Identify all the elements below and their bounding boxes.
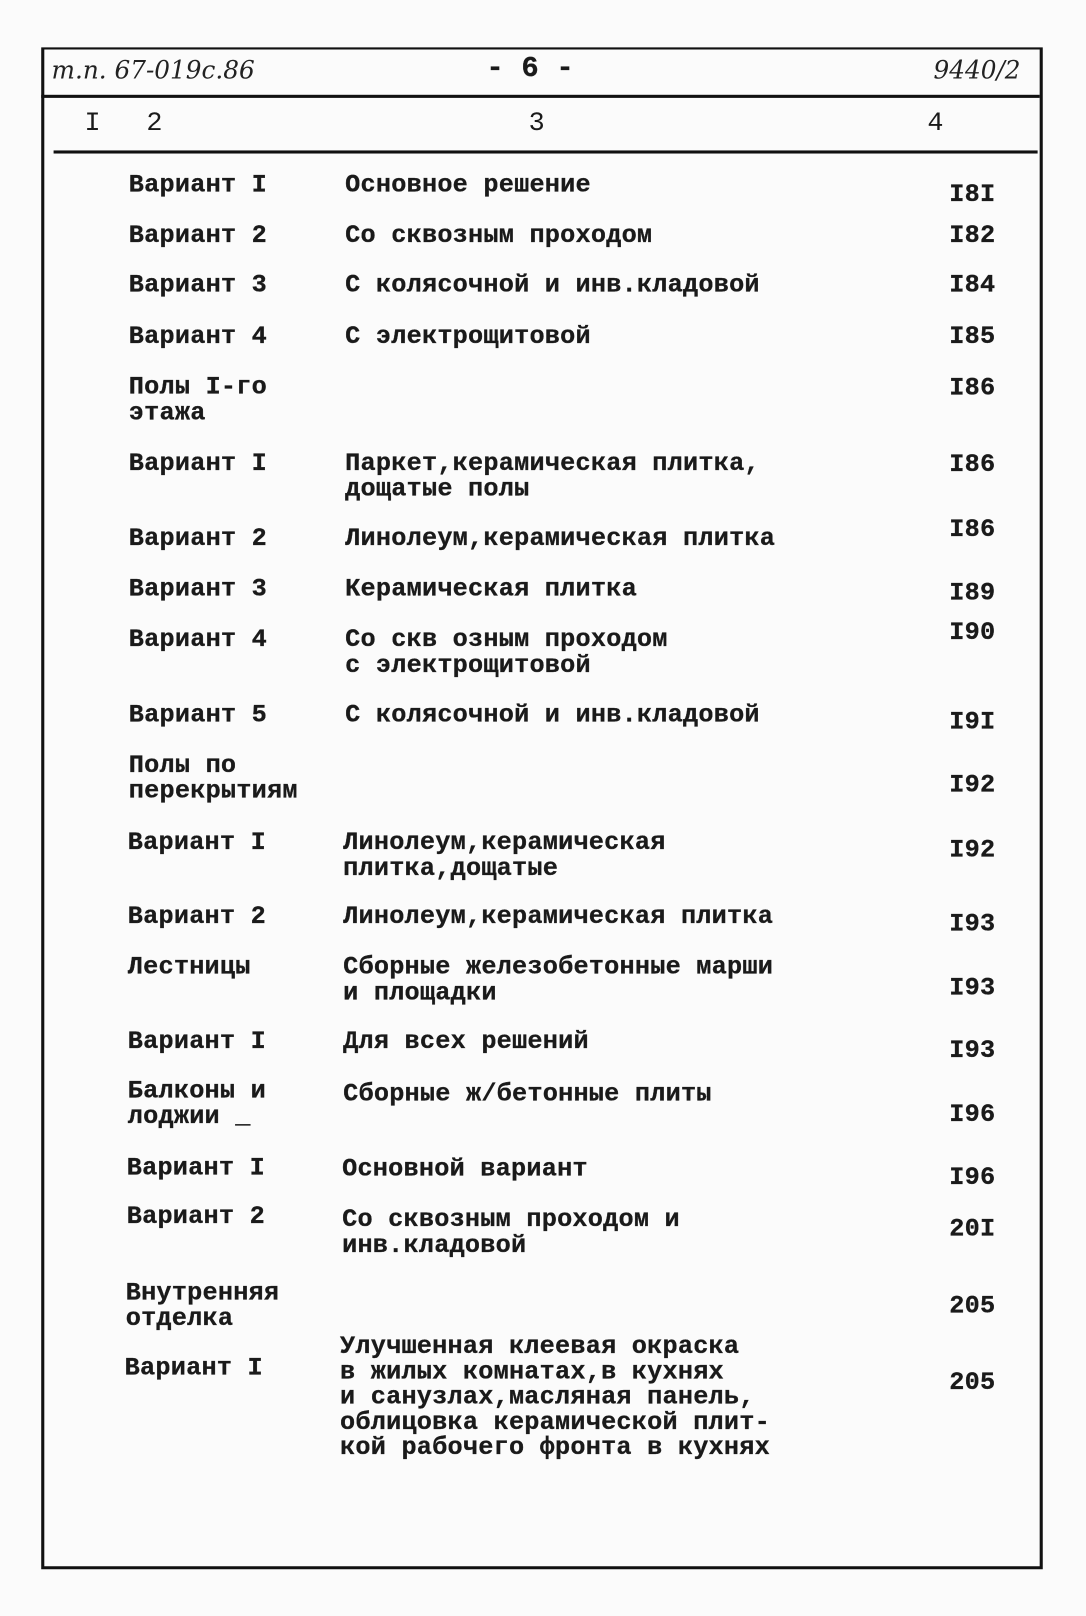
page-reference: I93 [949,910,996,939]
item-name: Лестницы [127,954,251,982]
item-name: Вариант 2 [127,903,266,932]
item-description: Сборные ж/бетонные плиты [343,1080,712,1109]
item-name: Вариант 3 [128,272,268,300]
page-reference: I92 [949,771,996,800]
item-name: Вариант 2 [128,222,268,251]
item-name: Вариант 4 [128,323,268,352]
item-name: Вариант I [126,1155,265,1183]
page-reference: I9I [949,708,996,737]
item-name: Полы I-го [128,374,268,402]
item-name: Вариант I [124,1354,263,1383]
item-name: Вариант 2 [126,1203,265,1232]
item-description: плитка,дощатые [343,854,559,883]
item-description: и санузлах,масляная панель, [340,1383,755,1412]
item-description: С колясочной и инв.кладовой [345,272,760,300]
item-description: С электрощитовой [345,323,591,352]
page-reference: I90 [949,619,996,648]
item-name: Балконы и [127,1077,266,1106]
item-description: и площадки [343,979,497,1008]
item-description: облицовка керамической плит- [340,1409,770,1437]
item-name: отделка [125,1305,234,1333]
item-description: Линолеум,керамическая плитка [345,525,776,554]
item-description: Линолеум,керамическая [343,829,666,858]
item-description: Со скв озным проходом [345,626,668,655]
item-description: инв.кладовой [342,1231,527,1260]
page-reference: I86 [949,375,996,403]
item-name: Вариант 3 [128,575,268,604]
item-description: с электрощитовой [345,651,591,680]
page-reference: I89 [949,580,996,608]
item-name: Вариант 2 [128,525,268,554]
item-name: Вариант I [128,172,268,200]
page-reference: 20I [949,1215,996,1244]
column-header-2: 2 [146,107,163,139]
item-name: лоджии _ [127,1103,251,1131]
item-description: Основное решение [345,172,591,200]
page-reference: I96 [949,1101,996,1130]
item-description: Для всех решений [343,1028,589,1057]
page-number: - 6 - [486,53,574,86]
item-description: дощатые полы [345,475,530,504]
item-description: Основной вариант [342,1156,588,1184]
column-header-3: 3 [528,107,545,139]
item-description: Паркет,керамическая плитка, [345,450,760,479]
page-reference: I92 [949,836,996,865]
item-name: перекрытиям [128,777,298,806]
item-name: Полы по [128,752,237,781]
page-reference: I8I [949,181,996,210]
page-reference: I86 [949,516,996,545]
item-description: С колясочной и инв.кладовой [345,701,760,730]
item-description: Улучшенная клеевая окраска [340,1333,740,1362]
column-header-divider [54,150,1038,153]
header-divider [41,95,1039,98]
item-name: Вариант I [128,450,268,479]
page-reference: 205 [949,1369,996,1398]
item-name: этажа [128,399,206,428]
doc-code: т.п. 67-019с.86 [51,55,255,85]
page-reference: I93 [949,974,996,1003]
sheet-number: 9440/2 [933,55,1021,85]
column-header-4: 4 [927,107,944,139]
item-description: Со сквозным проходом [345,222,653,251]
page-reference: 205 [949,1293,996,1321]
item-name: Вариант I [127,829,266,858]
page-reference: I93 [949,1037,996,1066]
item-description: Сборные железобетонные марши [343,954,774,982]
page-reference: I86 [949,451,996,480]
item-name: Вариант I [127,1028,266,1057]
page-reference: I84 [949,272,996,300]
item-name: Вариант 4 [128,626,268,655]
item-description: Со сквозным проходом и [342,1206,680,1235]
item-name: Вариант 5 [128,701,268,730]
item-description: в жилых комнатах,в кухнях [340,1358,724,1387]
page-reference: I96 [949,1164,996,1193]
item-description: Керамическая плитка [345,575,637,604]
page-reference: I82 [949,222,996,251]
item-description: кой рабочего фронта в кухнях [340,1434,770,1463]
item-description: Линолеум,керамическая плитка [343,903,774,932]
page-reference: I85 [949,323,996,352]
item-name: Внутренняя [125,1279,280,1308]
column-header-1: I [84,107,101,139]
